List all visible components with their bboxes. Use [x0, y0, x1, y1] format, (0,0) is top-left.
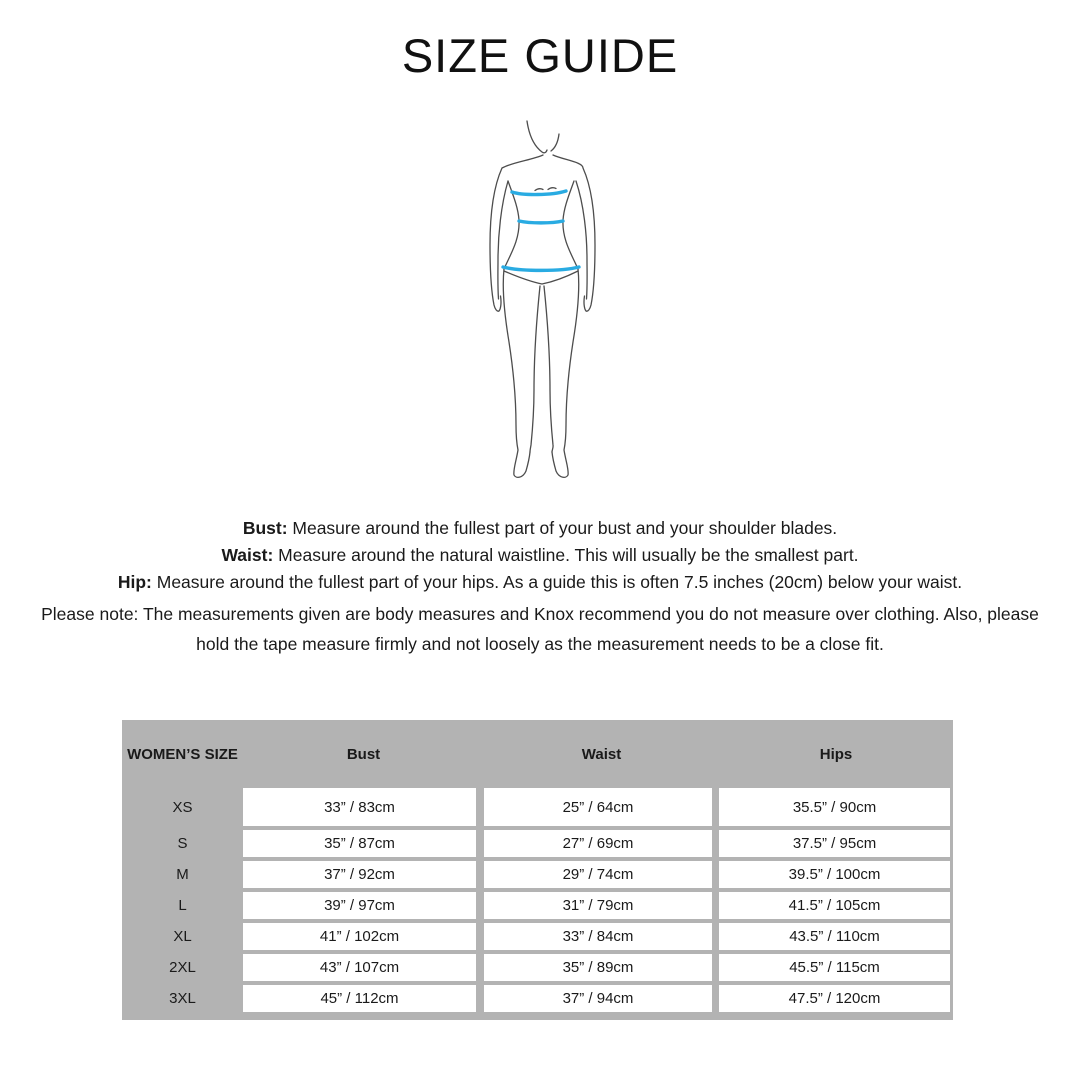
table-row-2xl — [122, 954, 953, 981]
header-womens-size: WOMEN’S SIZE — [127, 745, 238, 763]
size-table — [122, 720, 953, 1020]
size-table-header — [122, 720, 953, 788]
size-label: L — [178, 897, 187, 914]
hips-value: 47.5” / 120cm — [719, 985, 950, 1012]
header-bust: Bust — [346, 745, 381, 763]
size-label: M — [176, 866, 189, 883]
figure-outline — [490, 121, 595, 477]
measurement-note: Please note: The measurements given are body measures and Knox recommend you do not measure over clothing. Also, please hold the tape measure firmly and not loosely as the measurement needs to be a close fit. — [41, 604, 1039, 654]
hips-value: 41.5” / 105cm — [719, 892, 950, 919]
bust-value: 45” / 112cm — [243, 985, 476, 1012]
bust-value: 35” / 87cm — [243, 830, 476, 857]
hip-measure-line — [503, 267, 579, 270]
waist-instruction — [0, 542, 1080, 569]
hips-value: 37.5” / 95cm — [719, 830, 950, 857]
figure-neck-right — [551, 134, 559, 151]
header-waist: Waist — [581, 745, 622, 763]
table-row-xl — [122, 923, 953, 950]
waist-value: 29” / 74cm — [484, 861, 712, 888]
waist-value: 33” / 84cm — [484, 923, 712, 950]
bust-value: 39” / 97cm — [243, 892, 476, 919]
figure-bust-detail-left — [535, 189, 543, 191]
figure-right-arm-inner — [576, 181, 587, 299]
figure-right-arm-outer — [553, 155, 595, 311]
size-label: XL — [173, 928, 192, 945]
waist-measure-line — [519, 221, 563, 223]
waist-instruction-label: Waist: — [221, 545, 274, 565]
waist-value: 27” / 69cm — [484, 830, 712, 857]
hips-value: 45.5” / 115cm — [719, 954, 950, 981]
figure-svg — [440, 100, 640, 500]
waist-value: 31” / 79cm — [484, 892, 712, 919]
hip-instruction — [0, 569, 1080, 596]
table-row-3xl — [122, 985, 953, 1012]
figure-bust-detail-right — [548, 188, 556, 190]
size-label: 3XL — [169, 990, 196, 1007]
page-title: SIZE GUIDE — [401, 29, 679, 82]
figure-neck-left — [527, 121, 547, 153]
bust-instruction — [0, 515, 1080, 542]
figure-left-leg-outer — [503, 269, 530, 477]
bust-value: 33” / 83cm — [243, 788, 476, 826]
table-row-s — [122, 830, 953, 857]
figure-measure-lines — [503, 191, 579, 270]
size-label: 2XL — [169, 959, 196, 976]
waist-value: 25” / 64cm — [484, 788, 712, 826]
hips-value: 43.5” / 110cm — [719, 923, 950, 950]
header-hips: Hips — [819, 745, 853, 763]
hips-value: 39.5” / 100cm — [719, 861, 950, 888]
hips-value: 35.5” / 90cm — [719, 788, 950, 826]
figure-torso-right — [563, 181, 578, 269]
bust-instruction-text: Measure around the fullest part of your bust and your shoulder blades. — [287, 518, 838, 538]
hip-instruction-text: Measure around the fullest part of your hips. As a guide this is often 7.5 inches (20cm) below your waist. — [151, 572, 963, 592]
bust-instruction-label: Bust: — [242, 518, 288, 538]
size-label: S — [177, 835, 188, 852]
measurement-instructions — [0, 515, 1080, 659]
body-measurement-figure — [440, 100, 640, 500]
hip-instruction-label: Hip: — [117, 572, 152, 592]
size-label: XS — [172, 798, 193, 816]
figure-right-leg-outer — [552, 269, 579, 477]
table-row-l — [122, 892, 953, 919]
waist-value: 35” / 89cm — [484, 954, 712, 981]
figure-right-leg-inner — [544, 286, 553, 452]
bust-value: 41” / 102cm — [243, 923, 476, 950]
bust-measure-line — [512, 191, 566, 195]
bust-value: 43” / 107cm — [243, 954, 476, 981]
bust-value: 37” / 92cm — [243, 861, 476, 888]
waist-instruction-text: Measure around the natural waistline. This will usually be the smallest part. — [273, 545, 859, 565]
table-row-xs — [122, 788, 953, 826]
figure-bikini-line — [504, 271, 578, 284]
table-row-m — [122, 861, 953, 888]
waist-value: 37” / 94cm — [484, 985, 712, 1012]
figure-left-leg-inner — [530, 286, 540, 452]
